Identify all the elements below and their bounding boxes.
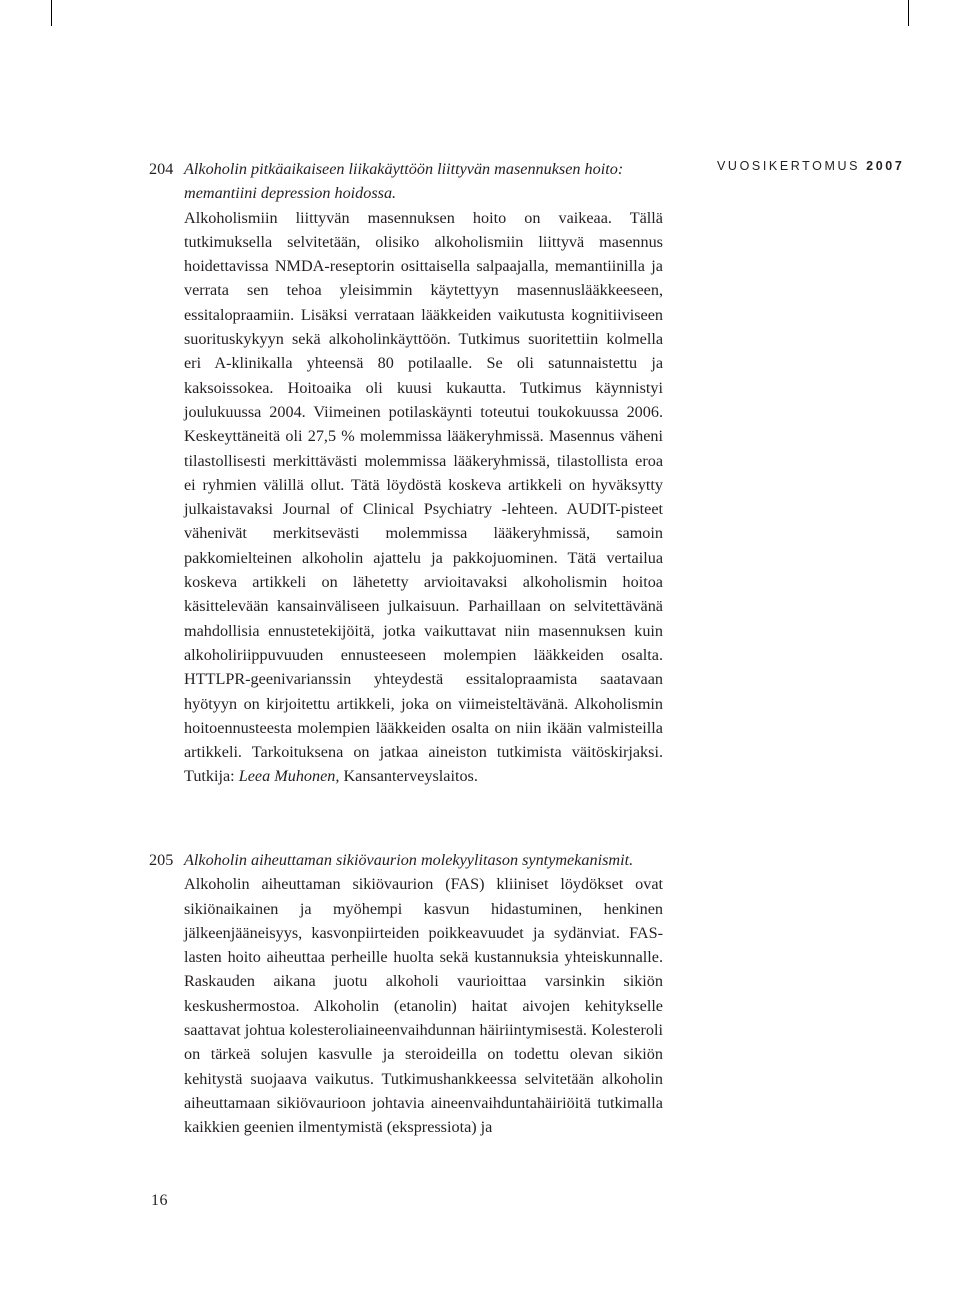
running-head [717, 159, 904, 173]
entry-204 [149, 157, 663, 789]
entry-number: 205 [149, 851, 174, 869]
running-head-title: VUOSIKERTOMUS [717, 159, 861, 173]
page-number: 16 [151, 1192, 168, 1209]
researcher-name: Leea Muhonen, [238, 767, 340, 786]
entry-number: 204 [149, 160, 174, 178]
entry-text: Alkoholin aiheuttaman sikiövaurion (FAS) kliiniset löydökset ovat sikiönaikainen ja myöhempi kasvun hidastuminen, henkinen jälkeenjääneisyys, kasvonpiirteiden poikkeavuudet ja sydänviat. FAS-lasten hoito aiheuttaa perheille huolta sekä kustannuksia yhteiskunnalle. Raskauden aikana juotu alkoholi vaurioittaa varsinkin sikiön keskushermostoa. Alkoholin (etanolin) haitat aivojen kehitykselle saattavat johtua kolesteroliaineenvaihdunnan häiriintymisestä. Kolesteroli on tärkeä solujen kasvulle ja steroideilla on todettu olevan sikiön kehitystä suojaava vaikutus. Tutkimushankkeessa selvitetään alkoholin aiheuttamaan sikiövaurioon johtavia aineenvaihduntahäiriöitä tutkimalla kaikkien geenien ilmentymistä (ekspressiota) ja [184, 875, 663, 1137]
crop-mark-top-right [908, 0, 909, 26]
crop-mark-top-left [51, 0, 52, 26]
entry-body [184, 157, 663, 789]
entry-title: Alkoholin pitkäaikaiseen liikakäyttöön liittyvän masennuksen hoito: memantiini depression hoidossa. [184, 160, 624, 203]
entry-text [184, 206, 663, 789]
running-head-year: 2007 [866, 159, 905, 173]
institution: Kansanterveyslaitos. [343, 767, 478, 786]
entry-body [184, 848, 663, 1140]
entry-205 [149, 848, 663, 1140]
entry-text-body: Alkoholismiin liittyvän masennuksen hoito on vaikeaa. Tällä tutkimuksella selvitetään, olisiko alkoholismiin liittyvä masennus hoidettavissa NMDA-reseptorin osittaisella salpaajalla, memantiinilla ja verrata sen tehoa yleisimmin käytettyyn masennuslääkkeeseen, essitalopraamiin. Lisäksi verrataan lääkkeiden vaikutusta kognitiiviseen suorituskykyyn sekä alkoholinkäyttöön. Tutkimus suoritettiin kolmella eri A-klinikalla yhteensä 80 potilaalle. Se oli satunnaistettu ja kaksoissokea. Hoitoaika oli kuusi kukautta. Tutkimus käynnistyi joulukuussa 2004. Viimeinen potilaskäynti toteutui toukokuussa 2006. Keskeyttäneitä oli 27,5 % molemmissa lääkeryhmissä. Masennus väheni tilastollisesti merkittävästi molemmissa lääkeryhmissä, tilastollista eroa ei ryhmien välillä ollut. Tätä löydöstä koskeva artikkeli on hyväksytty julkaistavaksi Journal of Clinical Psychiatry -lehteen. AUDIT-pisteet vähenivät merkitsevästi molemmissa lääkeryhmissä, samoin pakkomielteinen alkoholin ajattelu ja pakkojuominen. Tätä vertailua koskeva artikkeli on lähetetty arvioitavaksi alkoholismin hoitoa käsittelevään kansainväliseen julkaisuun. Parhaillaan on selvitettävänä mahdollisia ennustetekijöitä, jotka vaikuttavat niin masennuksen kuin alkoholiriippuvuuden ennusteeseen molempien lääkkeiden osalta. HTTLPR-geenivarianssin yhteydestä essitalopraamista saatavaan hyötyyn on kirjoitettu artikkeli, joka on viimeisteltävänä. Alkoholismin hoitoennusteesta molempien lääkkeiden osalta on niin ikään valmisteilla artikkeli. Tarkoituksena on jatkaa aineiston tutkimista väitöskirjaksi. Tutkija: [184, 208, 663, 786]
entry-title: Alkoholin aiheuttaman sikiövaurion molekyylitason syntymekanismit. [184, 851, 634, 869]
